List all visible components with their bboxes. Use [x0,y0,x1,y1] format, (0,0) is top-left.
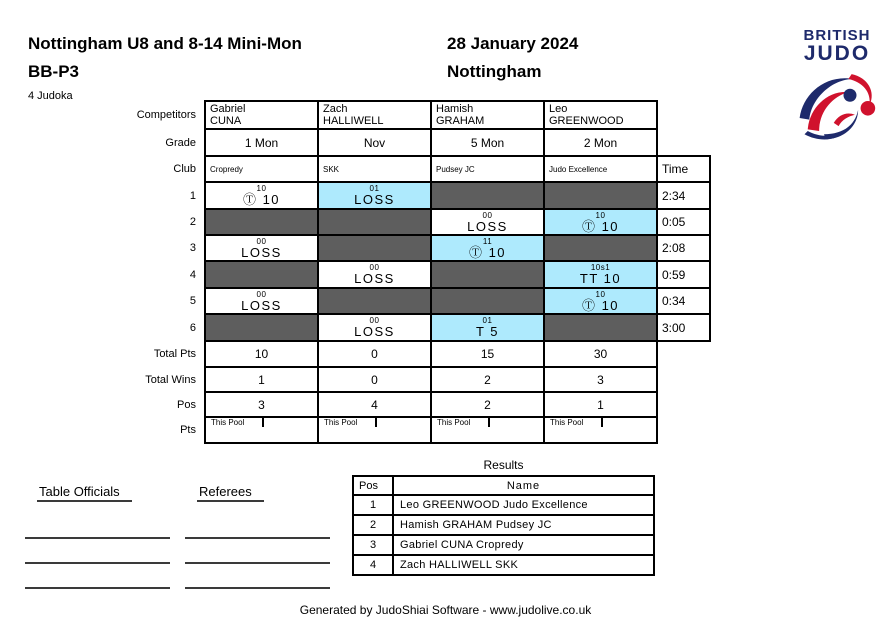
match-score-code: 00 [369,263,380,272]
match-result: LOSS [354,271,395,286]
result-name: Gabriel CUNA Cropredy [393,535,654,555]
pos-value: 4 [318,392,431,417]
match-score-code [545,316,656,325]
competitor-grade: 1 Mon [205,129,318,156]
match-score-code [432,184,543,193]
pool-code: BB-P3 [28,62,80,81]
competitor-club: Cropredy [205,156,318,182]
event-date: 28 January 2024 [447,34,579,53]
match-score-code [545,237,656,246]
table-officials-heading: Table Officials [37,484,132,502]
total-pts-value: 10 [205,341,318,367]
match-cell [431,288,544,314]
match-row [130,235,710,261]
match-result: LOSS [467,219,508,234]
match-cell [205,314,318,341]
club-row [130,156,710,182]
pos-row [130,392,710,417]
total-pts-value: 15 [431,341,544,367]
match-cell [431,314,544,341]
header-title-block [28,30,302,102]
pts-cell [544,417,657,443]
match-score-code [319,290,430,299]
match-cell [431,261,544,288]
match-score-code: 01 [482,316,493,325]
match-row-number: 1 [189,189,196,202]
total-pts-value: 30 [544,341,657,367]
competitor-first-name: Gabriel [210,103,246,115]
signature-line [185,539,330,564]
results-section [352,458,655,576]
competitor-last-name: HALLIWELL [323,115,384,127]
match-cell [318,314,431,341]
match-result: LOSS [354,192,395,207]
match-time: 3:00 [657,314,710,341]
match-time: 2:34 [657,182,710,209]
match-row [130,209,710,235]
competitor-club: SKK [318,156,431,182]
row-label-grade: Grade [165,136,196,149]
pos-value: 3 [205,392,318,417]
match-score-code: 11 [482,237,493,246]
match-row [130,182,710,209]
match-result: LOSS [241,298,282,313]
match-time: 0:34 [657,288,710,314]
match-time: 0:05 [657,209,710,235]
pts-blank [490,418,543,427]
signature-line [185,514,330,539]
signature-line [185,564,330,589]
pts-blank [264,418,317,427]
match-score-code: 10 [595,211,606,220]
match-result: T 5 [475,324,500,339]
match-cell [205,261,318,288]
pos-value: 2 [431,392,544,417]
match-row-number: 4 [189,268,196,281]
match-row-number: 6 [189,321,196,334]
signature-line [25,564,170,589]
competitor-grade: Nov [318,129,431,156]
match-result: Ⓣ 10 [581,298,620,313]
match-score-code [432,263,543,272]
match-cell [544,288,657,314]
match-cell [318,182,431,209]
result-name: Zach HALLIWELL SKK [393,555,654,575]
total-pts-row [130,341,710,367]
table-officials-column [25,483,170,589]
match-row [130,314,710,341]
competitor-last-name: GRAHAM [436,115,485,127]
signature-line [25,539,170,564]
results-table [352,475,655,576]
match-cell [205,209,318,235]
match-cell [205,288,318,314]
match-score-code [319,237,430,246]
match-row [130,288,710,314]
competitor-club: Judo Excellence [544,156,657,182]
match-score-code: 10 [256,184,267,193]
match-result: Ⓣ 10 [468,245,507,260]
match-row-number: 5 [189,295,196,307]
match-score-code [319,211,430,220]
referees-heading: Referees [197,484,264,502]
match-result: LOSS [241,245,282,260]
match-score-code: 10s1 [590,263,611,272]
this-pool-label: This Pool [432,418,490,427]
match-score-code: 01 [369,184,380,193]
competitor-last-name: CUNA [210,115,242,127]
results-row [353,555,654,575]
match-cell [318,288,431,314]
empty-cell [657,417,710,443]
empty-cell [657,367,710,392]
match-cell [318,235,431,261]
match-score-code: 00 [369,316,380,325]
empty-cell [657,101,710,129]
total-wins-value: 3 [544,367,657,392]
signature-line [25,514,170,539]
this-pool-label: This Pool [545,418,603,427]
this-pool-label: This Pool [319,418,377,427]
results-col-name: Name [393,476,654,495]
competitor-first-name: Leo [549,103,568,115]
pts-cell [431,417,544,443]
row-label-pts: Pts [180,424,196,436]
match-score-code [545,184,656,193]
match-row-number: 3 [189,242,196,254]
competitor-first-name: Zach [323,103,348,115]
pts-cell [205,417,318,443]
row-label-total-wins: Total Wins [145,373,196,386]
logo-word-judo: JUDO [803,42,871,65]
result-pos: 4 [353,555,393,575]
match-score-code [206,263,317,272]
competitor-grade: 5 Mon [431,129,544,156]
match-time: 0:59 [657,261,710,288]
british-judo-logo [791,28,883,149]
row-label-total-pts: Total Pts [153,348,196,360]
time-column-header: Time [657,156,710,182]
total-wins-value: 2 [431,367,544,392]
competitor-name [544,101,657,129]
results-col-pos: Pos [353,476,393,495]
competitor-last-name: GREENWOOD [549,115,624,127]
match-result: LOSS [354,324,395,339]
pts-cell [318,417,431,443]
match-cell [431,209,544,235]
match-result: Ⓣ 10 [581,219,620,234]
row-label-pos: Pos [177,398,196,411]
row-label-competitors: Competitors [136,109,196,121]
total-wins-value: 0 [318,367,431,392]
match-row-number: 2 [189,216,196,228]
results-row [353,535,654,555]
pos-value: 1 [544,392,657,417]
header-date-block [447,30,578,86]
match-score-code: 10 [595,290,606,299]
match-score-code: 00 [482,211,493,220]
competitor-name [205,101,318,129]
event-location: Nottingham [447,62,542,81]
empty-cell [657,129,710,156]
match-cell [205,235,318,261]
match-score-code [432,290,543,299]
competitor-name [431,101,544,129]
match-cell [544,235,657,261]
match-cell [318,261,431,288]
competitor-grade: 2 Mon [544,129,657,156]
match-cell [544,209,657,235]
result-pos: 3 [353,535,393,555]
match-cell [544,182,657,209]
grade-row [130,129,710,156]
competitors-row [130,101,710,129]
match-result: TT 10 [579,271,622,286]
match-cell [205,182,318,209]
pts-blank [603,418,656,427]
match-row [130,261,710,288]
match-score-code: 00 [256,237,267,246]
match-cell [431,235,544,261]
referees-column [185,483,330,589]
match-time: 2:08 [657,235,710,261]
results-title: Results [483,458,524,472]
judoka-count: 4 Judoka [28,90,73,102]
pool-table [130,100,711,444]
pts-blank [377,418,430,427]
result-name: Hamish GRAHAM Pudsey JC [393,515,654,535]
total-pts-value: 0 [318,341,431,367]
match-score-code [206,316,317,325]
logo-word-british: BRITISH [803,27,871,44]
result-name: Leo GREENWOOD Judo Excellence [393,495,654,515]
match-cell [544,261,657,288]
results-row [353,495,654,515]
pool-sheet [130,100,711,444]
empty-cell [657,392,710,417]
match-cell [318,209,431,235]
match-score-code: 00 [256,290,267,299]
results-header-row [353,476,654,495]
competitor-name [318,101,431,129]
match-score-code [206,211,317,220]
total-wins-value: 1 [205,367,318,392]
event-title: Nottingham U8 and 8-14 Mini-Mon [28,34,302,53]
match-cell [431,182,544,209]
total-wins-row [130,367,710,392]
judo-figure-icon [796,66,878,144]
generator-credit: Generated by JudoShiai Software - www.judolive.co.uk [299,603,592,617]
competitor-first-name: Hamish [436,103,474,115]
result-pos: 2 [353,515,393,535]
results-row [353,515,654,535]
row-label-club: Club [173,163,196,175]
match-cell [544,314,657,341]
this-pool-label: This Pool [206,418,264,427]
result-pos: 1 [353,495,393,515]
pts-row [130,417,710,443]
empty-cell [657,341,710,367]
competitor-club: Pudsey JC [431,156,544,182]
match-result: Ⓣ 10 [242,192,281,207]
